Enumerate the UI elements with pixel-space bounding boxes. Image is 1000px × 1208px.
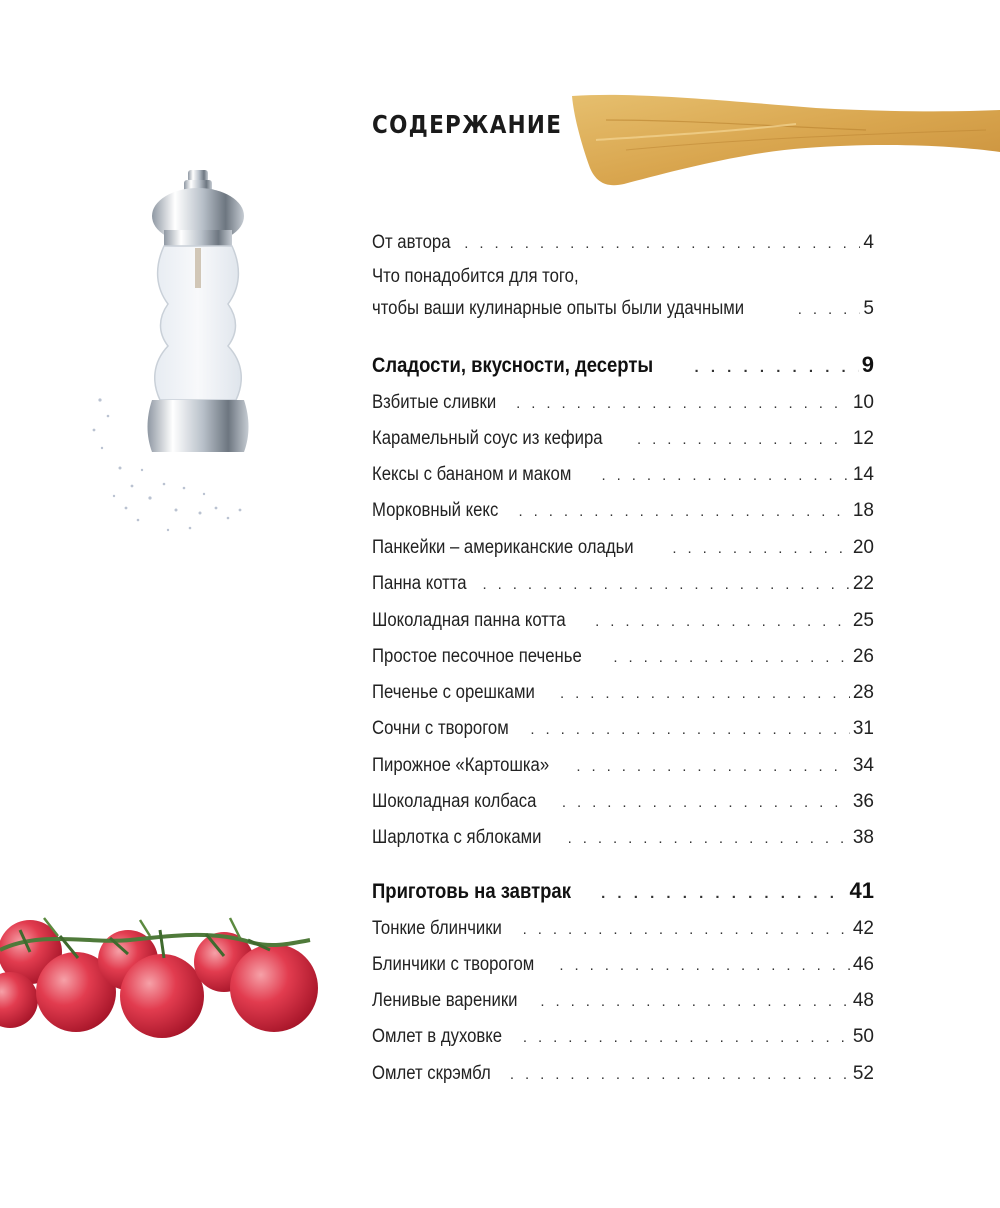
toc-entry-page: 48 xyxy=(852,990,874,1011)
toc-entry-label-line: Что понадобится для того, xyxy=(372,266,579,287)
toc-entry-page: 50 xyxy=(852,1026,874,1047)
toc-leader-dots xyxy=(695,359,859,376)
toc-entry-label: Кексы с бананом и маком xyxy=(372,464,572,485)
toc-section-title: Сладости, вкусности, десерты xyxy=(372,354,654,377)
toc-leader-dots xyxy=(530,721,850,738)
toc-entry-page: 31 xyxy=(852,718,874,739)
toc-section-heading[interactable] xyxy=(372,352,874,378)
toc-entry-label: Панкейки – американские оладьи xyxy=(372,537,634,558)
toc-entry[interactable] xyxy=(372,392,874,414)
toc-entry-label: Морковный кекс xyxy=(372,500,499,521)
toc-entry-label: Пирожное «Картошка» xyxy=(372,755,550,776)
toc-entry-label: Ленивые вареники xyxy=(372,990,518,1011)
toc-entry[interactable] xyxy=(372,755,874,777)
toc-entry[interactable] xyxy=(372,232,874,254)
cherry-tomatoes-icon xyxy=(0,900,330,1050)
toc-entry-page: 28 xyxy=(852,682,874,703)
toc-leader-dots xyxy=(568,830,850,847)
toc-entry-page: 10 xyxy=(852,392,874,413)
toc-entry-page: 38 xyxy=(852,827,874,848)
toc-entry-page: 20 xyxy=(852,537,874,558)
toc-entry[interactable] xyxy=(372,682,874,704)
toc-entry-label: Шоколадная колбаса xyxy=(372,791,537,812)
toc-entry-label: Тонкие блинчики xyxy=(372,918,502,939)
toc-section-page: 9 xyxy=(861,352,874,377)
toc-entry-label: Омлет в духовке xyxy=(372,1026,503,1047)
toc-entry-label: От автора xyxy=(372,232,451,253)
toc-entry[interactable] xyxy=(372,646,874,668)
toc-entry-page: 22 xyxy=(852,573,874,594)
toc-entry-label: Шарлотка с яблоками xyxy=(372,827,542,848)
toc-entry-label: Омлет скрэмбл xyxy=(372,1063,491,1084)
toc-entry-label: Карамельный соус из кефира xyxy=(372,428,603,449)
toc-entry-label: Шоколадная панна котта xyxy=(372,610,566,631)
toc-entry-label: Простое песочное печенье xyxy=(372,646,582,667)
toc-entry-label: чтобы ваши кулинарные опыты были удачными xyxy=(372,298,745,319)
toc-entry[interactable] xyxy=(372,610,874,632)
toc-entry-label: Печенье с орешками xyxy=(372,682,535,703)
toc-leader-dots xyxy=(601,885,846,902)
toc-leader-dots xyxy=(464,235,860,252)
toc-entry[interactable] xyxy=(372,918,874,940)
toc-entry-page: 26 xyxy=(852,646,874,667)
toc-leader-dots xyxy=(613,649,849,666)
toc-leader-dots xyxy=(519,503,850,520)
toc-entry[interactable] xyxy=(372,1063,874,1085)
toc-entry[interactable] xyxy=(372,464,874,486)
toc-entry-page: 14 xyxy=(852,464,874,485)
toc-entry-page: 42 xyxy=(852,918,874,939)
toc-entry-page: 52 xyxy=(852,1063,874,1084)
toc-entry-page: 46 xyxy=(852,954,874,975)
toc-entry[interactable] xyxy=(372,718,874,740)
toc-section-title: Приготовь на завтрак xyxy=(372,880,571,903)
toc-entry-page: 18 xyxy=(852,500,874,521)
toc-entry-page: 5 xyxy=(863,298,874,319)
toc-entry[interactable] xyxy=(372,500,874,522)
toc-entry[interactable] xyxy=(372,827,874,849)
toc-leader-dots xyxy=(637,431,850,448)
toc-entry[interactable] xyxy=(372,428,874,450)
toc-entry-label: Сочни с творогом xyxy=(372,718,509,739)
pepper-mill-icon xyxy=(80,168,260,548)
toc-section-heading[interactable] xyxy=(372,878,874,904)
toc-entry-page: 36 xyxy=(852,791,874,812)
toc-entry-label: Панна котта xyxy=(372,573,467,594)
toc-entry[interactable] xyxy=(372,791,874,813)
toc-leader-dots xyxy=(560,685,850,702)
toc-leader-dots xyxy=(510,1066,850,1083)
toc-leader-dots xyxy=(798,301,861,318)
toc-leader-dots xyxy=(523,1029,850,1046)
toc-entry[interactable] xyxy=(372,537,874,559)
toc-leader-dots xyxy=(562,794,850,811)
toc-leader-dots xyxy=(595,613,850,630)
toc-entry-label: Взбитые сливки xyxy=(372,392,497,413)
toc-leader-dots xyxy=(483,576,850,593)
toc-entry[interactable] xyxy=(372,573,874,595)
toc-entry-page: 25 xyxy=(852,610,874,631)
toc-entry[interactable] xyxy=(372,990,874,1012)
toc-entry-page: 12 xyxy=(852,428,874,449)
toc-entry[interactable] xyxy=(372,1026,874,1048)
toc-leader-dots xyxy=(516,395,850,412)
toc-entry-page: 4 xyxy=(863,232,874,253)
toc-leader-dots xyxy=(559,957,849,974)
toc-leader-dots xyxy=(576,758,850,775)
toc-leader-dots xyxy=(523,921,850,938)
toc-entry[interactable] xyxy=(372,298,874,320)
wooden-spatula-icon xyxy=(566,90,1000,190)
toc-leader-dots xyxy=(540,993,850,1010)
toc-entry-label: Блинчики с творогом xyxy=(372,954,535,975)
toc-leader-dots xyxy=(602,467,850,484)
toc-section-page: 41 xyxy=(849,878,874,903)
toc-entry[interactable] xyxy=(372,954,874,976)
toc-entry-page: 34 xyxy=(852,755,874,776)
toc-leader-dots xyxy=(672,540,850,557)
page-title: СОДЕРЖАНИЕ xyxy=(372,110,563,139)
